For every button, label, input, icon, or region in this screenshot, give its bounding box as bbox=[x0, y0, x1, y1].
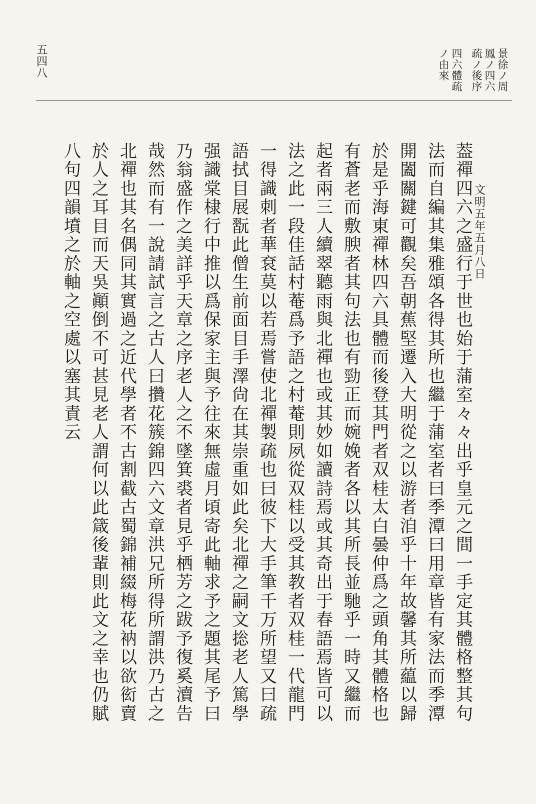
header-line-2: 鳳ノ四六 bbox=[483, 48, 496, 92]
body-column-5: 有蒼老而敷腴者其句法也有勁正而婉娩者各以其所長並馳乎一時又繼而 bbox=[340, 142, 360, 724]
document-date: 文明五年五月八日 bbox=[473, 184, 486, 280]
body-column-13: 北禪也其名偶同其實過之近代學者不古割截古蜀錦補綴梅花衲以欲衒賣 bbox=[116, 142, 136, 724]
body-column-4: 於是乎海東禪林四六具體而後登其門者双桂太白曇仲爲之頭角其體格也 bbox=[368, 142, 388, 724]
header-line-5: ノ由來 bbox=[437, 48, 450, 81]
body-column-11: 乃翁盛作之美詳乎天章之序老人之不墜箕裘者見乎栖芳之跋予復奚瀆告 bbox=[172, 142, 192, 724]
body-column-3: 開闔關鍵可觀矣吾朝蕉堅遷入大明從之以游者洎乎十年故馨其所藴以歸 bbox=[396, 142, 416, 724]
body-column-1: 葢禪四六之盛行于世也始于蒲室々々出乎皇元之間一手定其體格整其句 bbox=[452, 142, 472, 724]
header-line-3: 疏ノ後序 bbox=[470, 48, 483, 92]
body-column-8: 一得識刺者華袞莫以若焉嘗使北禪製疏也曰彼下大手筆千万所望又曰疏 bbox=[256, 142, 276, 724]
page-number: 五四八 bbox=[35, 44, 48, 79]
body-column-15: 八句四韻墳之於軸之空處以塞其責云 bbox=[60, 142, 80, 442]
body-column-9: 語拭目展翫此僧生前面目手澤尙在其崇重如此矣北禪之嗣文捴老人篤學 bbox=[228, 142, 248, 724]
body-column-10: 强識棠棣行中推以爲保家主與予往來無虛月頃寄此軸求予之題其尾予曰 bbox=[200, 142, 220, 724]
body-column-2: 法而自編其集雅頌各得其所也繼于蒲室者曰季潭曰用章皆有家法而季潭 bbox=[424, 142, 444, 724]
header-line-1: 景徐ノ周 bbox=[496, 48, 509, 92]
body-column-12: 哉然而有一說請試言之古人曰攢花簇錦四六文章洪兄所得所謂洪乃古之 bbox=[144, 142, 164, 724]
body-column-14: 於人之耳目而天吳顚倒不可甚見老人謂何以此箴後輩則此文之幸也仍賦 bbox=[88, 142, 108, 724]
header-rule bbox=[36, 100, 512, 101]
body-column-7: 法之此一段佳話村菴爲予語之村菴則夙從双桂以受其教者双桂一代龍門 bbox=[284, 142, 304, 724]
header-line-4: 四六體疏 bbox=[450, 48, 463, 92]
body-column-6: 起者兩三人續翠聽雨與北禪也或其妙如讀詩焉或其奇出于春語焉皆可以 bbox=[312, 142, 332, 724]
